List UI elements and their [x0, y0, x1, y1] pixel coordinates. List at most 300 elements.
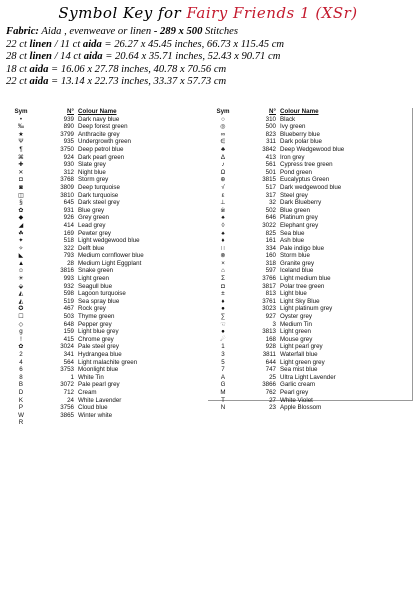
table-row [208, 374, 412, 382]
symbol-cell: ◢ [18, 221, 24, 229]
symbol-cell: Δ [220, 153, 226, 161]
number-cell: 311 [266, 138, 276, 146]
colour-name-cell: Medium cornflower blue [78, 252, 144, 260]
number-cell: 3761 [262, 297, 276, 305]
count-pre: 22 ct [6, 38, 30, 50]
title-prefix: Symbol Key for [58, 4, 182, 22]
symbol-cell: ☺ [17, 267, 25, 275]
symbol-cell: Σ [221, 275, 225, 283]
table-row [208, 222, 412, 230]
colour-name-cell: White Lavender [78, 396, 122, 404]
number-cell: 646 [265, 214, 276, 222]
symbol-cell: ◭ [18, 297, 24, 305]
symbol-cell: ∈ [220, 138, 226, 146]
colour-name-cell: Light medium blue [280, 275, 331, 283]
colour-name-cell: Dark wedgewood blue [280, 183, 342, 191]
header-sym: Sym [216, 108, 230, 115]
count-line [6, 64, 284, 77]
number-cell: 312 [63, 168, 74, 176]
table-row [6, 275, 206, 283]
symbol-cell: M [220, 388, 226, 396]
symbol-cell: ○ [221, 115, 225, 123]
symbol-cell: ♦ [221, 237, 225, 245]
colour-name-cell: Light Sky Blue [280, 297, 320, 305]
number-cell: 890 [63, 123, 74, 131]
colour-name-cell: Dark pearl green [78, 153, 125, 161]
symbol-cell: T [221, 396, 225, 404]
symbol-cell: ※ [220, 206, 226, 214]
symbol-cell: 1 [221, 343, 225, 351]
table-row [208, 351, 412, 359]
symbol-cell: ♣ [220, 145, 226, 153]
colour-name-cell: Ash blue [280, 237, 305, 245]
colour-name-cell: Iron grey [280, 153, 305, 161]
table-row [6, 154, 206, 162]
table-row [6, 336, 206, 344]
count-bold: aida [29, 76, 49, 87]
symbol-cell: 2 [19, 351, 23, 358]
symbol-cell: ♦ [221, 297, 225, 305]
table-row [6, 176, 206, 184]
header-sym: Sym [14, 108, 28, 115]
symbol-cell: ● [221, 305, 225, 313]
symbol-cell: ♠ [221, 214, 225, 222]
symbol-cell: ! [20, 335, 22, 343]
number-cell: 762 [265, 388, 276, 396]
number-cell: 645 [63, 199, 74, 207]
number-cell: 3809 [60, 183, 74, 191]
colour-name-cell: Dark steel grey [78, 199, 120, 207]
colour-name-cell: Medium Tin [280, 320, 312, 328]
table-row [6, 313, 206, 321]
colour-name-cell: Waterfall blue [280, 351, 318, 358]
symbol-cell: ✦ [18, 237, 24, 245]
number-cell: 825 [265, 229, 276, 237]
number-cell: 415 [63, 335, 74, 343]
symbol-cell: ✿ [18, 343, 24, 351]
symbol-cell: ◣ [18, 252, 24, 260]
colour-name-cell: Grey green [78, 214, 109, 222]
symbol-cell: ¶ [19, 145, 23, 153]
number-cell: 503 [63, 313, 74, 321]
number-cell: 168 [265, 335, 276, 343]
colour-name-cell: Deep turquoise [78, 183, 120, 191]
number-cell: 793 [63, 252, 74, 260]
number-cell [36, 419, 78, 427]
table-row [208, 298, 412, 306]
colour-name-cell: Pale pearl grey [78, 381, 120, 389]
colour-name-cell: Iceland blue [280, 267, 314, 275]
symbol-cell: • [19, 115, 23, 123]
symbol-cell: ◫ [18, 191, 24, 199]
count-mid: / 11 ct [51, 38, 83, 50]
number-cell: 25 [269, 373, 276, 381]
number-cell: 823 [265, 130, 276, 138]
count-line [6, 51, 284, 64]
number-cell: 334 [265, 244, 276, 252]
colour-name-cell: Thyme green [78, 313, 115, 321]
colour-name-cell: Elephant grey [280, 221, 319, 229]
number-cell: 24 [67, 396, 74, 404]
number-cell: 3842 [262, 145, 276, 153]
colour-name-cell: Cloud blue [78, 404, 108, 412]
number-cell: 3022 [262, 221, 276, 229]
title-name: Fairy Friends 1 (XSr) [186, 4, 358, 22]
table-row [6, 230, 206, 238]
colour-name-cell: Storm grey [78, 176, 109, 184]
fabric-text: Aida , evenweave or linen [38, 26, 154, 37]
colour-name-cell: Dark polar blue [280, 138, 322, 146]
number-cell: 935 [63, 138, 74, 146]
number-cell: 648 [63, 320, 74, 328]
table-row [6, 146, 206, 154]
symbol-cell: § [19, 199, 23, 207]
table-row [208, 184, 412, 192]
symbol-cell: ∷ [221, 244, 225, 252]
number-cell: 598 [63, 290, 74, 298]
colour-name-cell: Light blue grey [78, 328, 119, 336]
symbol-cell: ± [221, 290, 225, 298]
page-title [0, 4, 416, 22]
symbol-cell: ◭ [18, 290, 24, 298]
colour-name-cell: Winter white [78, 411, 113, 419]
symbol-cell: 3 [221, 351, 225, 358]
number-cell: 501 [265, 168, 276, 176]
symbol-cell: B [18, 381, 24, 389]
colour-name-cell: White Violet [280, 396, 313, 404]
symbol-cell: D [18, 388, 24, 396]
number-cell: 931 [63, 206, 74, 214]
table-row [6, 343, 206, 351]
table-row [6, 169, 206, 177]
colour-name-cell: Pewter grey [78, 229, 112, 237]
number-cell: 310 [265, 115, 276, 123]
number-cell: 993 [63, 275, 74, 283]
colour-name-cell: Light green grey [280, 358, 325, 366]
symbol-cell: ♠ [221, 229, 225, 237]
count-bold: linen [29, 51, 52, 62]
table-header [6, 108, 206, 116]
colour-name-cell: Oyster grey [280, 313, 312, 321]
number-cell: 712 [63, 388, 74, 396]
colour-name-cell: Storm blue [280, 252, 310, 260]
table-row [208, 161, 412, 169]
colour-name-cell: Platinum grey [280, 214, 318, 222]
table-row [208, 207, 412, 215]
table-row [6, 351, 206, 359]
colour-name-cell: Sea blue [280, 229, 305, 237]
count-post: = 26.27 x 45.45 inches, 66.73 x 115.45 cm [101, 38, 285, 50]
table-row [208, 131, 412, 139]
number-cell: 3072 [60, 381, 74, 389]
symbol-cell: ◇ [18, 320, 24, 328]
table-row [6, 404, 206, 412]
colour-name-cell: Pepper grey [78, 320, 112, 328]
symbol-cell: ∞ [220, 130, 226, 138]
table-row [6, 321, 206, 329]
count-pre: 22 ct [6, 76, 30, 87]
symbol-cell: P [18, 404, 24, 412]
colour-name-cell: Light wedgewood blue [78, 237, 140, 245]
number-cell: 924 [63, 153, 74, 161]
table-row [208, 267, 412, 275]
symbol-cell: 8 [19, 373, 23, 381]
symbol-cell: × [221, 259, 225, 267]
colour-name-cell: Pale steel grey [78, 343, 119, 351]
colour-name-cell: Cream [78, 388, 97, 396]
count-line [6, 39, 284, 52]
colour-name-cell [78, 419, 206, 427]
symbol-cell: ☐ [18, 313, 24, 321]
symbol-cell: ✿ [18, 206, 24, 214]
number-cell: 3023 [262, 305, 276, 313]
symbol-cell: ☜ [220, 320, 226, 328]
table-row [208, 381, 412, 389]
colour-name-cell: Pale indigo blue [280, 244, 325, 252]
specs-block [6, 26, 284, 89]
symbol-cell: ✧ [18, 244, 24, 252]
table-row [208, 290, 412, 298]
colour-name-cell: Medium Light Eggplant [78, 259, 142, 267]
table-row [6, 290, 206, 298]
table-row [208, 123, 412, 131]
number-cell: 928 [265, 343, 276, 351]
table-row [6, 305, 206, 313]
table-row [6, 245, 206, 253]
table-row [6, 328, 206, 336]
symbol-cell: ☀ [18, 275, 24, 283]
symbol-cell: ✚ [18, 161, 24, 169]
table-row [208, 313, 412, 321]
number-cell: 3 [272, 320, 276, 328]
table-row [6, 381, 206, 389]
symbol-cell: ε [221, 191, 225, 199]
number-cell: 500 [265, 123, 276, 131]
symbol-cell: ◘ [221, 282, 225, 290]
table-row [6, 199, 206, 207]
number-cell: 414 [63, 221, 74, 229]
symbol-cell: R [18, 419, 24, 427]
table-row [6, 222, 206, 230]
colour-name-cell: Undergrowth green [78, 138, 131, 146]
table-row [6, 359, 206, 367]
table-row [208, 389, 412, 397]
table-row [208, 321, 412, 329]
colour-name-cell: Snake green [78, 267, 114, 275]
table-row [6, 298, 206, 306]
symbol-cell: ⌂ [221, 267, 225, 275]
table-row [208, 237, 412, 245]
number-cell: 517 [265, 183, 276, 191]
number-cell: 597 [265, 267, 276, 275]
table-row [208, 328, 412, 336]
count-mid: / 14 ct [51, 51, 84, 62]
colour-name-cell: Mouse grey [280, 335, 313, 343]
table-row [6, 374, 206, 382]
number-cell: 159 [63, 328, 74, 336]
count-lines [6, 39, 284, 89]
number-cell: 3816 [60, 267, 74, 275]
symbol-cell: 5 [221, 358, 225, 366]
table-row [208, 169, 412, 177]
symbol-cell: ✪ [18, 305, 24, 313]
colour-name-cell: Light blue [280, 290, 307, 298]
symbol-cell: ⌘ [17, 153, 25, 161]
symbol-cell: ⊕ [220, 176, 226, 184]
table-row [208, 305, 412, 313]
table-row [208, 230, 412, 238]
number-cell: 32 [269, 199, 276, 207]
symbol-cell: Ψ [18, 138, 24, 146]
symbol-cell: Ω [220, 168, 226, 176]
number-cell: 502 [265, 206, 276, 214]
table-row [208, 116, 412, 124]
number-cell: 3813 [262, 328, 276, 336]
colour-name-cell: Lagoon turquoise [78, 290, 126, 298]
table-row [208, 343, 412, 351]
symbol-cell: ⊥ [220, 199, 226, 207]
symbol-cell: N [220, 404, 226, 412]
colour-name-cell: Ivy green [280, 123, 306, 131]
fabric-label: Fabric: [6, 26, 39, 37]
symbol-cell: ☘ [18, 229, 24, 237]
colour-name-cell: Dark navy blue [78, 115, 120, 123]
table-row [208, 397, 412, 405]
colour-name-cell: Apple Blossom [280, 404, 322, 412]
table-row [208, 154, 412, 162]
number-cell: 930 [63, 161, 74, 169]
symbol-cell: ◊ [221, 221, 225, 229]
count-pre: 28 ct [6, 51, 30, 62]
table-row [208, 176, 412, 184]
colour-name-cell: Chrome grey [78, 335, 114, 343]
number-cell: 3766 [262, 275, 276, 283]
fabric-size: - 289 x 500 [153, 26, 203, 37]
colour-name-cell: Light green [280, 328, 311, 336]
symbol-cell: K [18, 396, 24, 404]
table-row [6, 267, 206, 275]
colour-name-cell: Polar tree green [280, 282, 325, 290]
number-cell: 3817 [262, 282, 276, 290]
colour-name-cell: Slate grey [78, 161, 106, 169]
symbol-cell: ⊗ [220, 252, 226, 260]
table-row [6, 366, 206, 374]
header-name: Colour Name [280, 108, 319, 115]
number-cell: 467 [63, 305, 74, 313]
number-cell: 1 [70, 373, 74, 381]
colour-name-cell: Dark Blueberry [280, 199, 322, 207]
symbol-cell: ● [221, 328, 225, 336]
colour-name-cell: Light pearl grey [280, 343, 323, 351]
colour-name-cell: Anthracite grey [78, 130, 120, 138]
symbol-table-left [6, 108, 206, 427]
table-row [208, 245, 412, 253]
number-cell: 3768 [60, 176, 74, 184]
number-cell: 561 [265, 161, 276, 169]
number-cell: 813 [265, 290, 276, 298]
table-row [208, 252, 412, 260]
colour-name-cell: Cypress tree green [280, 161, 333, 169]
colour-name-cell: Sea spray blue [78, 297, 120, 305]
table-row [6, 192, 206, 200]
colour-name-cell: Black [280, 115, 296, 123]
colour-name-cell: Hydrangea blue [78, 351, 122, 358]
number-cell: 564 [63, 358, 74, 366]
count-bold: aida [29, 63, 49, 75]
table-row [6, 161, 206, 169]
colour-name-cell: Lead grey [78, 221, 106, 229]
number-cell: 27 [269, 396, 276, 404]
header-num: N° [67, 108, 74, 115]
symbol-cell: ☄ [220, 335, 226, 343]
table-row [6, 389, 206, 397]
number-cell: 341 [63, 351, 74, 358]
table-row [6, 184, 206, 192]
count-post: = 13.14 x 22.73 inches, 33.37 x 57.73 cm [48, 76, 227, 87]
fabric-line [6, 26, 284, 39]
colour-name-cell: Night blue [78, 168, 106, 176]
symbol-cell: ▲ [17, 259, 25, 267]
colour-name-cell: Deep forest green [78, 123, 128, 131]
table-row [6, 260, 206, 268]
number-cell: 3024 [60, 343, 74, 351]
symbol-cell: ◙ [19, 183, 23, 191]
symbol-cell: g [19, 328, 23, 336]
colour-name-cell: Pond green [280, 168, 312, 176]
table-row [6, 138, 206, 146]
number-cell: 161 [265, 237, 276, 245]
symbol-cell: G [220, 381, 226, 389]
table-row [208, 404, 412, 412]
number-cell: 23 [269, 404, 276, 412]
colour-name-cell: Dark turquoise [78, 191, 119, 199]
number-cell: 932 [63, 282, 74, 290]
number-cell: 322 [63, 244, 74, 252]
symbol-cell: ◆ [18, 214, 24, 222]
number-cell: 644 [265, 358, 276, 366]
table-header [208, 108, 412, 116]
symbol-cell: ★ [18, 130, 24, 138]
symbol-cell: ∑ [220, 313, 226, 321]
colour-name-cell: Blue green [280, 206, 310, 214]
number-cell: 160 [265, 252, 276, 260]
table-row [208, 260, 412, 268]
table-row [208, 199, 412, 207]
table-row [208, 359, 412, 367]
count-bold: linen [29, 38, 52, 50]
symbol-table-right [208, 108, 413, 412]
number-cell: 3756 [60, 404, 74, 412]
table-row [208, 214, 412, 222]
count-bold2: aida [82, 38, 102, 50]
number-cell: 3799 [60, 130, 74, 138]
table-row [208, 275, 412, 283]
table-row [208, 366, 412, 374]
colour-name-cell: Rock grey [78, 305, 106, 313]
colour-name-cell: Light malachite green [78, 358, 138, 366]
number-cell: 3750 [60, 145, 74, 153]
colour-name-cell: Deep petrol blue [78, 145, 124, 153]
colour-name-cell: Granite grey [280, 259, 315, 267]
header-name: Colour Name [78, 108, 117, 115]
fabric-suffix: Stitches [202, 26, 238, 37]
symbol-cell: 4 [19, 358, 23, 366]
symbol-cell: √ [221, 183, 225, 191]
table-row [6, 252, 206, 260]
table-row [6, 207, 206, 215]
table-row [208, 283, 412, 291]
number-cell: 519 [63, 297, 74, 305]
